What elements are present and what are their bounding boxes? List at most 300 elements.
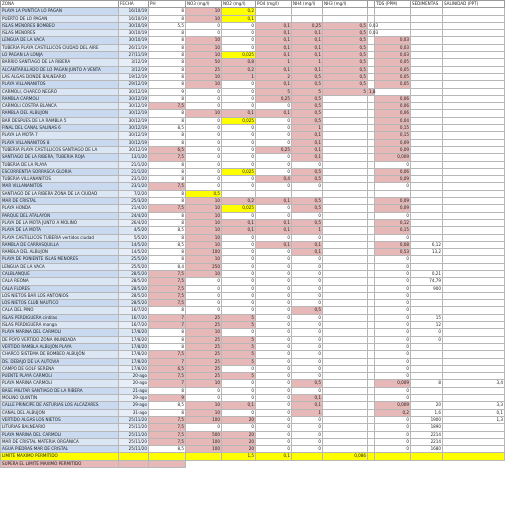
cell-value[interactable]: 0 — [375, 343, 411, 350]
cell-fecha[interactable]: 20-ago — [119, 380, 149, 387]
col-header-no2[interactable]: NO2 (mg/l) — [222, 1, 256, 8]
cell-zona[interactable]: CALLE PRINCIPE DE ASTURIAS LOS ALCAZARES — [1, 402, 119, 409]
cell-value[interactable]: 0,5 — [292, 95, 323, 102]
cell-value[interactable]: 8 — [149, 52, 186, 59]
cell-value[interactable]: 0 — [292, 263, 323, 270]
cell-value[interactable]: 10 — [186, 256, 222, 263]
cell-fecha[interactable]: 17/8/20 — [119, 351, 149, 358]
limit-value[interactable] — [292, 453, 323, 460]
cell-value[interactable]: 0 — [292, 161, 323, 168]
cell-value[interactable]: 0 — [186, 95, 222, 102]
cell-zona[interactable]: DE POYO VERTIDO ZONA INUNDADA — [1, 336, 119, 343]
cell-value[interactable] — [411, 307, 443, 314]
cell-value[interactable] — [323, 270, 368, 277]
cell-fecha[interactable]: 14/5/20 — [119, 249, 149, 256]
cell-zona[interactable]: VERTIDO ALGAS LOS NIETOS — [1, 416, 119, 423]
cell-value[interactable] — [443, 365, 505, 372]
cell-fecha[interactable]: 28/5/20 — [119, 292, 149, 299]
cell-value[interactable]: 12 — [411, 322, 443, 329]
cell-value[interactable]: 0,5 — [323, 73, 368, 80]
cell-zona[interactable]: PLAYA VILLANANITOS — [1, 81, 119, 88]
cell-value[interactable] — [411, 117, 443, 124]
cell-value[interactable]: 20 — [222, 431, 256, 438]
cell-value[interactable]: 0 — [292, 314, 323, 321]
cell-value[interactable]: 2214 — [411, 431, 443, 438]
cell-value[interactable] — [443, 205, 505, 212]
cell-value[interactable]: 1900 — [411, 416, 443, 423]
cell-fecha[interactable]: 24/4/20 — [119, 212, 149, 219]
cell-value[interactable] — [443, 30, 505, 37]
cell-value[interactable]: 0,5 — [323, 59, 368, 66]
cell-value[interactable] — [323, 249, 368, 256]
cell-value[interactable]: 0,2 — [375, 409, 411, 416]
cell-value[interactable]: 10 — [186, 198, 222, 205]
cell-value[interactable]: 0 — [375, 256, 411, 263]
cell-value[interactable]: 0 — [186, 168, 222, 175]
cell-value[interactable]: 10 — [186, 409, 222, 416]
cell-value[interactable] — [443, 256, 505, 263]
cell-value[interactable]: 0,1 — [292, 37, 323, 44]
cell-value[interactable] — [256, 8, 292, 15]
cell-value[interactable] — [256, 15, 292, 22]
cell-value[interactable] — [443, 387, 505, 394]
cell-value[interactable] — [443, 22, 505, 29]
cell-value[interactable]: 0,5 — [292, 117, 323, 124]
cell-value[interactable]: 0 — [186, 278, 222, 285]
cell-value[interactable]: 0 — [292, 285, 323, 292]
limit-value[interactable] — [375, 453, 411, 460]
cell-value[interactable] — [443, 95, 505, 102]
cell-fecha[interactable]: 3/12/19 — [119, 59, 149, 66]
cell-value[interactable]: 0 — [375, 336, 411, 343]
cell-value[interactable] — [411, 190, 443, 197]
cell-fecha[interactable]: 29/12/19 — [119, 81, 149, 88]
cell-value[interactable]: 8 — [149, 409, 186, 416]
cell-value[interactable] — [411, 95, 443, 102]
cell-value[interactable]: 0 — [375, 365, 411, 372]
cell-value[interactable]: 0 — [256, 438, 292, 445]
cell-value[interactable] — [292, 190, 323, 197]
cell-zona[interactable]: TUBERIA PLAYA CASTILLICOS CIUDAD DEL AIRE — [1, 44, 119, 51]
cell-value[interactable] — [411, 30, 443, 37]
cell-value[interactable] — [368, 373, 375, 380]
cell-fecha[interactable]: 23/1/20 — [119, 176, 149, 183]
cell-zona[interactable]: BAR DESPUES DE LA RAMBLA 5 — [1, 117, 119, 124]
cell-value[interactable] — [323, 431, 368, 438]
cell-value[interactable]: 0,1 — [222, 227, 256, 234]
cell-value[interactable] — [323, 234, 368, 241]
col-header-nh4[interactable]: NH4 (mg/l) — [292, 1, 323, 8]
cell-zona[interactable]: CHARCO SISTEMA DE BOMBEO ALBUJÓN — [1, 351, 119, 358]
cell-value[interactable]: 0 — [375, 300, 411, 307]
cell-fecha[interactable]: 14/5/20 — [119, 241, 149, 248]
cell-value[interactable]: 7,5 — [149, 103, 186, 110]
cell-value[interactable] — [368, 402, 375, 409]
cell-value[interactable]: 2 — [256, 73, 292, 80]
cell-value[interactable] — [368, 219, 375, 226]
cell-zona[interactable]: CANAL DEL ALBUJON — [1, 409, 119, 416]
cell-value[interactable]: 8 — [149, 336, 186, 343]
cell-value[interactable] — [368, 285, 375, 292]
cell-value[interactable]: 0 — [222, 365, 256, 372]
cell-value[interactable]: 0,06 — [375, 95, 411, 102]
cell-value[interactable] — [323, 154, 368, 161]
cell-value[interactable]: 8 — [149, 161, 186, 168]
cell-value[interactable]: 0 — [222, 176, 256, 183]
cell-value[interactable]: 1,8 — [369, 88, 376, 94]
cell-value[interactable] — [323, 416, 368, 423]
cell-value[interactable]: 0 — [375, 285, 411, 292]
cell-value[interactable]: 0,1 — [256, 44, 292, 51]
cell-zona[interactable]: CARMOLI COSTRA BLANCA — [1, 103, 119, 110]
cell-value[interactable]: 0 — [222, 154, 256, 161]
cell-value[interactable]: 0,5 — [323, 30, 368, 37]
cell-value[interactable] — [443, 88, 505, 95]
cell-value[interactable]: 0,05 — [375, 81, 411, 88]
cell-value[interactable] — [368, 241, 375, 248]
cell-value[interactable] — [443, 52, 505, 59]
cell-value[interactable]: 0,5 — [292, 205, 323, 212]
cell-value[interactable]: 0 — [222, 139, 256, 146]
cell-value[interactable]: 100 — [186, 249, 222, 256]
cell-value[interactable]: 0 — [256, 234, 292, 241]
cell-value[interactable] — [443, 263, 505, 270]
cell-value[interactable] — [323, 212, 368, 219]
cell-value[interactable]: 0 — [222, 387, 256, 394]
cell-value[interactable]: 25 — [186, 373, 222, 380]
cell-value[interactable]: 0 — [186, 22, 222, 29]
cell-value[interactable]: 0 — [256, 358, 292, 365]
cell-value[interactable]: 7,5 — [149, 183, 186, 190]
cell-value[interactable]: 0,1 — [256, 52, 292, 59]
cell-value[interactable]: 0,5 — [323, 22, 368, 29]
cell-zona[interactable]: CALBLANQUE — [1, 270, 119, 277]
cell-value[interactable]: 0 — [222, 183, 256, 190]
cell-value[interactable] — [368, 446, 375, 453]
cell-value[interactable]: 0,1 — [256, 30, 292, 37]
cell-value[interactable] — [368, 52, 375, 59]
cell-value[interactable]: 25 — [186, 351, 222, 358]
cell-value[interactable]: 0 — [292, 270, 323, 277]
cell-value[interactable]: 10 — [186, 270, 222, 277]
cell-value[interactable]: 0,1 — [443, 409, 505, 416]
cell-value[interactable]: 0 — [292, 300, 323, 307]
cell-value[interactable]: 0 — [256, 205, 292, 212]
cell-value[interactable] — [323, 329, 368, 336]
cell-value[interactable]: 0,2 — [222, 8, 256, 15]
cell-zona[interactable]: CALA FLORES — [1, 285, 119, 292]
cell-value[interactable] — [443, 307, 505, 314]
cell-zona[interactable]: MAR DE CRISTAL — [1, 198, 119, 205]
cell-value[interactable]: 0,009 — [375, 154, 411, 161]
cell-value[interactable] — [443, 168, 505, 175]
cell-value[interactable]: 0 — [375, 416, 411, 423]
cell-value[interactable]: 7 — [149, 314, 186, 321]
cell-zona[interactable]: RAMBLA DEL ALBUJON — [1, 110, 119, 117]
cell-value[interactable]: 0 — [186, 387, 222, 394]
cell-value[interactable]: 8 — [149, 44, 186, 51]
cell-value[interactable]: 250 — [186, 263, 222, 270]
cell-value[interactable]: 0,025 — [222, 168, 256, 175]
cell-value[interactable] — [368, 198, 375, 205]
cell-value[interactable]: 0 — [222, 424, 256, 431]
cell-value[interactable]: 0,1 — [292, 249, 323, 256]
cell-value[interactable] — [443, 110, 505, 117]
cell-value[interactable] — [443, 241, 505, 248]
cell-value[interactable] — [411, 343, 443, 350]
cell-value[interactable]: 0,5 — [323, 81, 368, 88]
cell-value[interactable]: 0 — [292, 278, 323, 285]
cell-value[interactable] — [368, 424, 375, 431]
limit-value[interactable]: 0,086 — [323, 453, 368, 460]
cell-value[interactable]: 0 — [222, 81, 256, 88]
cell-value[interactable] — [411, 198, 443, 205]
cell-value[interactable] — [323, 438, 368, 445]
cell-value[interactable]: 1,3 — [443, 416, 505, 423]
cell-value[interactable]: 0,09 — [375, 139, 411, 146]
cell-fecha[interactable]: 30/10/19 — [119, 22, 149, 29]
cell-value[interactable]: 0 — [186, 88, 222, 95]
cell-value[interactable] — [323, 161, 368, 168]
cell-value[interactable]: 8 — [149, 343, 186, 350]
cell-value[interactable]: 0 — [222, 409, 256, 416]
cell-value[interactable]: 9 — [149, 395, 186, 402]
cell-zona[interactable]: BASE MILITAR SANTIAGO DE LA RIBERA — [1, 387, 119, 394]
cell-value[interactable] — [411, 176, 443, 183]
cell-value[interactable]: 500 — [186, 431, 222, 438]
cell-value[interactable] — [368, 438, 375, 445]
cell-value[interactable] — [443, 73, 505, 80]
cell-value[interactable]: 0,4 — [256, 176, 292, 183]
cell-value[interactable] — [368, 395, 375, 402]
cell-fecha[interactable]: 25/5/20 — [119, 263, 149, 270]
cell-value[interactable]: 8 — [149, 117, 186, 124]
cell-value[interactable]: 1 — [292, 409, 323, 416]
cell-value[interactable]: 0 — [375, 270, 411, 277]
cell-value[interactable] — [323, 117, 368, 124]
cell-value[interactable]: 0 — [375, 373, 411, 380]
cell-value[interactable]: 25 — [186, 343, 222, 350]
cell-value[interactable] — [323, 292, 368, 299]
cell-value[interactable]: 0 — [222, 263, 256, 270]
cell-value[interactable]: 0,5 — [323, 37, 368, 44]
cell-value[interactable] — [323, 380, 368, 387]
cell-value[interactable] — [323, 219, 368, 226]
cell-value[interactable]: 0,5 — [292, 73, 323, 80]
cell-zona[interactable]: CALA REONA — [1, 278, 119, 285]
cell-fecha[interactable]: 31-ago — [119, 409, 149, 416]
cell-zona[interactable]: PARQUE DEL ATALAYON — [1, 212, 119, 219]
cell-value[interactable] — [323, 263, 368, 270]
cell-value[interactable]: 8 — [149, 37, 186, 44]
cell-value[interactable]: 0 — [186, 125, 222, 132]
cell-value[interactable] — [323, 256, 368, 263]
cell-value[interactable] — [323, 358, 368, 365]
limit-fecha[interactable] — [119, 453, 149, 460]
cell-value[interactable]: 25 — [186, 322, 222, 329]
cell-value[interactable] — [443, 431, 505, 438]
cell-value[interactable]: 900 — [411, 285, 443, 292]
cell-fecha[interactable]: 21/4/20 — [119, 205, 149, 212]
cell-value[interactable]: 5 — [222, 314, 256, 321]
cell-value[interactable] — [368, 336, 375, 343]
cell-value[interactable] — [443, 212, 505, 219]
cell-value[interactable]: 0,1 — [292, 44, 323, 51]
cell-value[interactable]: 0 — [292, 438, 323, 445]
cell-value[interactable]: 0 — [292, 292, 323, 299]
cell-value[interactable]: 20 — [222, 446, 256, 453]
cell-value[interactable]: 8,5 — [149, 241, 186, 248]
cell-value[interactable] — [443, 424, 505, 431]
cell-value[interactable] — [411, 227, 443, 234]
limit-label[interactable]: LIMITE MAXIMO PERMITIDO — [1, 453, 119, 460]
cell-fecha[interactable]: 26/11/19 — [119, 44, 149, 51]
cell-value[interactable]: 8 — [149, 8, 186, 15]
cell-value[interactable]: 0,05 — [375, 73, 411, 80]
cell-value[interactable]: 0 — [375, 438, 411, 445]
cell-value[interactable]: 0,1 — [222, 110, 256, 117]
cell-value[interactable]: 0 — [292, 358, 323, 365]
cell-value[interactable]: 74,79 — [411, 278, 443, 285]
cell-value[interactable] — [443, 190, 505, 197]
cell-value[interactable]: 0,1 — [256, 219, 292, 226]
cell-value[interactable]: 0 — [256, 424, 292, 431]
cell-value[interactable]: 0 — [375, 446, 411, 453]
cell-value[interactable] — [375, 190, 411, 197]
cell-value[interactable] — [323, 322, 368, 329]
cell-value[interactable]: 0 — [256, 314, 292, 321]
cell-value[interactable] — [323, 300, 368, 307]
cell-value[interactable] — [443, 329, 505, 336]
cell-fecha[interactable]: 30/12/19 — [119, 125, 149, 132]
cell-value[interactable] — [443, 278, 505, 285]
cell-value[interactable] — [368, 227, 375, 234]
cell-value[interactable]: 8 — [149, 219, 186, 226]
cell-fecha[interactable]: 13/1/20 — [119, 154, 149, 161]
col-header-nh3[interactable]: NH3 (mg/l) — [323, 1, 368, 8]
cell-value[interactable]: 0 — [292, 387, 323, 394]
cell-value[interactable]: 10 — [186, 205, 222, 212]
cell-value[interactable]: 0 — [375, 307, 411, 314]
cell-value[interactable] — [411, 219, 443, 226]
cell-value[interactable]: 0 — [292, 351, 323, 358]
cell-value[interactable]: 0,2 — [222, 198, 256, 205]
cell-value[interactable]: 1,6 — [411, 409, 443, 416]
cell-fecha[interactable]: 16/7/20 — [119, 322, 149, 329]
cell-value[interactable]: 0 — [256, 409, 292, 416]
cell-value[interactable]: 0,03 — [375, 44, 411, 51]
cell-fecha[interactable]: 17/8/20 — [119, 329, 149, 336]
cell-value[interactable]: 0 — [186, 132, 222, 139]
cell-value[interactable] — [323, 307, 368, 314]
cell-value[interactable]: 8 — [149, 307, 186, 314]
cell-value[interactable]: 10 — [186, 241, 222, 248]
cell-value[interactable]: 0 — [186, 285, 222, 292]
cell-value[interactable] — [368, 300, 375, 307]
cell-zona[interactable]: AGUA PIEDRAS MAR DE CRISTAL — [1, 446, 119, 453]
cell-value[interactable]: 10 — [186, 234, 222, 241]
cell-zona[interactable]: PUERTO DE LO PAGAN — [1, 15, 119, 22]
cell-value[interactable]: 0 — [256, 270, 292, 277]
cell-fecha[interactable]: 25/11/20 — [119, 446, 149, 453]
cell-value[interactable]: 0 — [375, 234, 411, 241]
cell-value[interactable]: 0 — [411, 336, 443, 343]
cell-value[interactable]: 1680 — [411, 446, 443, 453]
cell-value[interactable]: 0 — [256, 416, 292, 423]
cell-value[interactable]: 0 — [222, 300, 256, 307]
cell-value[interactable]: 5 — [222, 373, 256, 380]
cell-value[interactable]: 0,1 — [292, 132, 323, 139]
cell-zona[interactable]: CALA DEL PINO — [1, 307, 119, 314]
cell-value[interactable]: 7,5 — [149, 300, 186, 307]
cell-value[interactable]: 0 — [186, 146, 222, 153]
cell-value[interactable] — [411, 292, 443, 299]
cell-value[interactable]: 0,009 — [375, 402, 411, 409]
cell-value[interactable]: 0,1 — [256, 110, 292, 117]
cell-value[interactable] — [323, 146, 368, 153]
cell-value[interactable]: 7 — [149, 380, 186, 387]
cell-value[interactable]: 9 — [149, 88, 186, 95]
cell-value[interactable]: 8,5 — [149, 125, 186, 132]
cell-zona[interactable]: PLAYA LA PUNTICA LO PAGAN — [1, 8, 119, 15]
cell-value[interactable]: 8 — [149, 329, 186, 336]
cell-fecha[interactable]: 25/11/20 — [119, 416, 149, 423]
cell-value[interactable] — [368, 8, 375, 15]
cell-value[interactable]: 0 — [222, 44, 256, 51]
cell-value[interactable] — [411, 52, 443, 59]
cell-value[interactable]: 8,5 — [149, 227, 186, 234]
cell-value[interactable]: 0,1 — [256, 37, 292, 44]
cell-value[interactable]: 0 — [375, 351, 411, 358]
cell-value[interactable] — [368, 416, 375, 423]
cell-value[interactable] — [443, 285, 505, 292]
cell-value[interactable]: 5 — [222, 343, 256, 350]
cell-value[interactable] — [368, 292, 375, 299]
cell-fecha[interactable]: 17/8/20 — [119, 336, 149, 343]
cell-value[interactable]: 0 — [256, 285, 292, 292]
cell-zona[interactable]: ISLAS MENORES BOMBEO — [1, 22, 119, 29]
cell-value[interactable] — [443, 249, 505, 256]
cell-value[interactable]: 50 — [186, 59, 222, 66]
cell-value[interactable]: 0,06 — [375, 168, 411, 175]
cell-value[interactable]: 0 — [222, 292, 256, 299]
cell-value[interactable] — [411, 300, 443, 307]
cell-value[interactable]: 0 — [256, 132, 292, 139]
cell-value[interactable]: 10 — [186, 81, 222, 88]
cell-value[interactable] — [443, 227, 505, 234]
cell-value[interactable] — [368, 125, 375, 132]
cell-value[interactable]: 5 — [222, 358, 256, 365]
cell-value[interactable] — [443, 59, 505, 66]
cell-value[interactable]: 0,05 — [375, 66, 411, 73]
cell-value[interactable]: 0 — [292, 446, 323, 453]
cell-value[interactable] — [411, 263, 443, 270]
cell-value[interactable] — [323, 183, 368, 190]
cell-value[interactable]: 7,5 — [149, 431, 186, 438]
cell-value[interactable] — [375, 88, 411, 95]
cell-zona[interactable]: BARRIO SANTIAGO DE LA RIBERA — [1, 59, 119, 66]
cell-value[interactable]: 0,5 — [292, 168, 323, 175]
cell-zona[interactable]: ALCANTARILLADO DE LO PAGAN JUNTO A VENTA — [1, 66, 119, 73]
cell-value[interactable]: 0,8 — [222, 59, 256, 66]
cell-value[interactable] — [368, 59, 375, 66]
cell-value[interactable] — [368, 139, 375, 146]
cell-value[interactable]: 0 — [292, 365, 323, 372]
cell-value[interactable]: 0 — [186, 30, 222, 37]
cell-value[interactable]: 0 — [375, 161, 411, 168]
cell-value[interactable]: 0,5 — [186, 190, 222, 197]
cell-value[interactable] — [411, 168, 443, 175]
